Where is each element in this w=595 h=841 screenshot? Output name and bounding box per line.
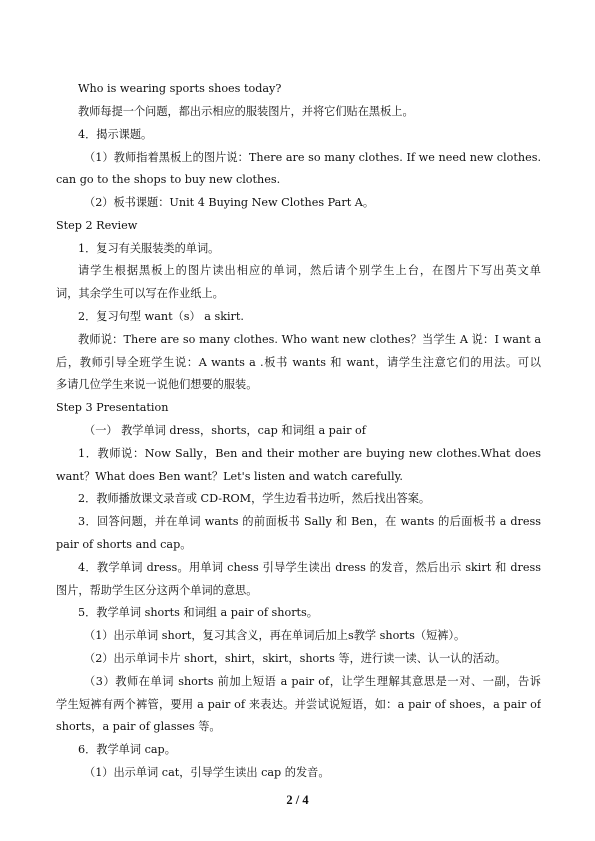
text-line: （2）出示单词卡片 short，shirt，skirt，shorts 等，进行读一读、认一认的活动。: [84, 652, 507, 665]
text-line: （1）教师指着黑板上的图片说：There are so many clothes. If we need new clothes.: [84, 151, 541, 164]
text-line: 3．回答问题，并在单词 wants 的前面板书 Sally 和 Ben，在 wants 的后面板书 a dress: [78, 515, 541, 528]
text-line: （3）教师在单词 shorts 前加上短语 a pair of，让学生理解其意思是一对、一副，告诉: [84, 675, 541, 688]
text-line: 2．复习句型 want（s） a skirt.: [78, 310, 244, 323]
text-line: 词，其余学生可以写在作业纸上。: [56, 287, 224, 300]
text-line: 请学生根据黑板上的图片读出相应的单词，然后请个别学生上台，在图片下写出英文单: [78, 264, 541, 277]
text-line: Who is wearing sports shoes today?: [78, 82, 282, 95]
text-line: 1．教师说：Now Sally，Ben and their mother are buying new clothes.What does: [78, 447, 541, 460]
text-line: 1．复习有关服装类的单词。: [78, 242, 220, 255]
text-line: can go to the shops to buy new clothes.: [56, 173, 281, 186]
text-line: （一） 教学单词 dress，shorts，cap 和词组 a pair of: [84, 424, 366, 437]
text-line: pair of shorts and cap。: [56, 538, 192, 551]
text-line: 教师说：There are so many clothes. Who want new clothes？当学生 A 说：I want a: [78, 333, 541, 346]
text-line: （1）出示单词 short，复习其含义，再在单词后加上s教学 shorts（短裤）。: [84, 629, 466, 642]
text-line: （1）出示单词 cat，引导学生读出 cap 的发音。: [84, 766, 330, 779]
text-line: 后，教师引导全班学生说：A wants a .板书 wants 和 want，请学生注意它们的用法。可以: [56, 356, 541, 369]
text-line: want？What does Ben want？Let's listen and watch carefully.: [56, 470, 403, 483]
text-line: shorts，a pair of glasses 等。: [56, 720, 221, 733]
text-line: 4．揭示课题。: [78, 128, 153, 141]
text-line: 多请几位学生来说一说他们想要的服装。: [56, 378, 258, 391]
text-line: 图片，帮助学生区分这两个单词的意思。: [56, 584, 258, 597]
text-line: 5．教学单词 shorts 和词组 a pair of shorts。: [78, 606, 318, 619]
text-line: （2）板书课题：Unit 4 Buying New Clothes Part A。: [84, 196, 375, 209]
text-line: 教师每提一个问题，都出示相应的服装图片，并将它们贴在黑板上。: [78, 105, 414, 118]
page-number: 2 / 4: [286, 793, 309, 807]
text-line: 4．教学单词 dress。用单词 chess 引导学生读出 dress 的发音，然后出示 skirt 和 dress: [78, 561, 541, 574]
text-line: 6．教学单词 cap。: [78, 743, 176, 756]
text-line: 学生短裤有两个裤管，要用 a pair of 来表达。并尝试说短语，如：a pair of shoes，a pair of: [56, 698, 541, 711]
section-heading: Step 2 Review: [56, 219, 138, 232]
section-heading: Step 3 Presentation: [56, 401, 169, 414]
text-line: 2．教师播放课文录音或 CD-ROM，学生边看书边听，然后找出答案。: [78, 492, 431, 505]
